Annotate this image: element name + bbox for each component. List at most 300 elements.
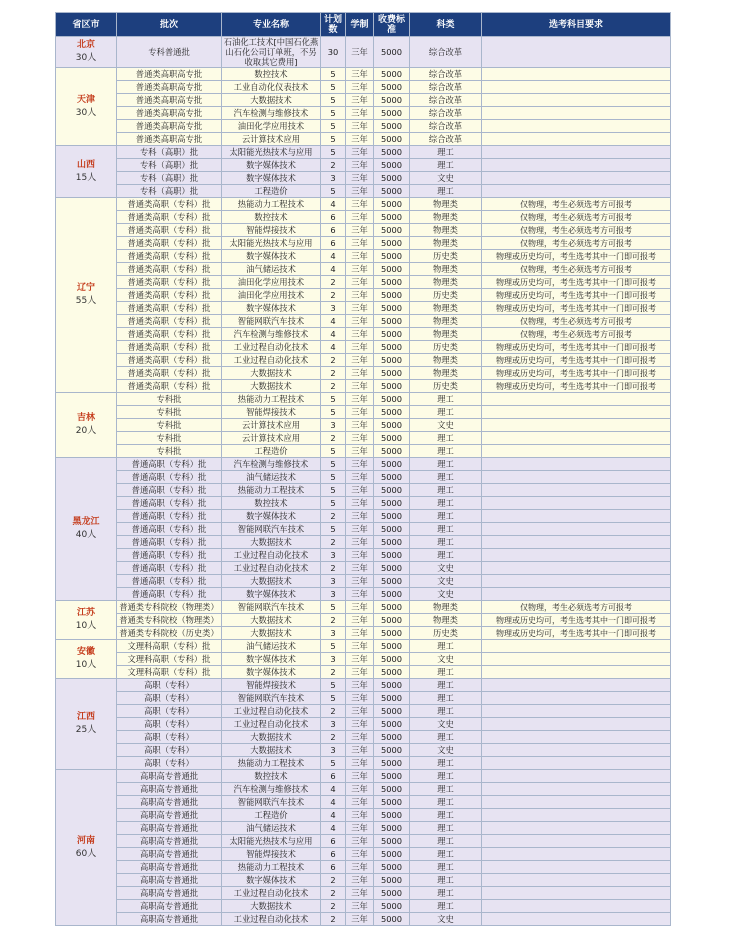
duration-cell: 三年 [346,653,374,666]
fee-cell: 5000 [374,744,410,757]
duration-cell: 三年 [346,315,374,328]
category-cell: 理工 [410,796,482,809]
batch-cell: 普通类高职高专批 [117,68,222,81]
header-category: 科类 [410,13,482,37]
plan-count-cell: 5 [321,757,346,770]
requirement-cell: 物理或历史均可，考生选考其中一门即可报考 [482,250,671,263]
table-row [56,445,671,458]
category-cell: 物理类 [410,614,482,627]
plan-count-cell: 5 [321,640,346,653]
batch-cell: 普通高职（专科）批 [117,536,222,549]
duration-cell: 三年 [346,614,374,627]
plan-count-cell: 5 [321,445,346,458]
major-cell: 数控技术 [222,497,321,510]
duration-cell: 三年 [346,406,374,419]
duration-cell: 三年 [346,263,374,276]
fee-cell: 5000 [374,198,410,211]
requirement-cell [482,81,671,94]
batch-cell: 文理科高职（专科）批 [117,640,222,653]
batch-cell: 高职高专普通批 [117,874,222,887]
major-cell: 油气储运技术 [222,822,321,835]
category-cell: 综合改革 [410,107,482,120]
admission-plan-table [55,12,671,926]
category-cell: 理工 [410,640,482,653]
batch-cell: 普通类高职（专科）批 [117,380,222,393]
category-cell: 物理类 [410,263,482,276]
duration-cell: 三年 [346,393,374,406]
requirement-cell [482,497,671,510]
duration-cell: 三年 [346,809,374,822]
category-cell: 物理类 [410,367,482,380]
requirement-cell [482,432,671,445]
fee-cell: 5000 [374,133,410,146]
table-row [56,770,671,783]
batch-cell: 专科（高职）批 [117,172,222,185]
major-cell: 工业自动化仪表技术 [222,81,321,94]
category-cell: 理工 [410,822,482,835]
fee-cell: 5000 [374,718,410,731]
plan-count-cell: 4 [321,263,346,276]
batch-cell: 高职（专科） [117,744,222,757]
batch-cell: 文理科高职（专科）批 [117,653,222,666]
batch-cell: 普通类高职（专科）批 [117,250,222,263]
category-cell: 理工 [410,731,482,744]
province-cell [56,37,117,68]
category-cell: 物理类 [410,276,482,289]
batch-cell: 普通类高职高专批 [117,120,222,133]
major-cell: 工业过程自动化技术 [222,341,321,354]
batch-cell: 普通高职（专科）批 [117,575,222,588]
table-row [56,289,671,302]
major-cell: 油气储运技术 [222,263,321,276]
requirement-cell [482,94,671,107]
fee-cell: 5000 [374,796,410,809]
province-quota: 10人 [75,660,97,670]
table-row [56,835,671,848]
major-cell: 工业过程自动化技术 [222,718,321,731]
fee-cell: 5000 [374,354,410,367]
duration-cell: 三年 [346,900,374,913]
plan-count-cell: 4 [321,341,346,354]
requirement-cell: 仅物理，考生必须选考方可报考 [482,224,671,237]
requirement-cell [482,172,671,185]
plan-count-cell: 4 [321,315,346,328]
fee-cell: 5000 [374,666,410,679]
requirement-cell [482,523,671,536]
duration-cell: 三年 [346,601,374,614]
table-row [56,497,671,510]
plan-count-cell: 2 [321,913,346,926]
requirement-cell [482,120,671,133]
table-row [56,653,671,666]
duration-cell: 三年 [346,458,374,471]
header-fee: 收费标准 [374,13,410,37]
table-row [56,81,671,94]
category-cell: 理工 [410,159,482,172]
category-cell: 历史类 [410,341,482,354]
fee-cell: 5000 [374,562,410,575]
plan-count-cell: 5 [321,393,346,406]
batch-cell: 普通类高职高专批 [117,81,222,94]
batch-cell: 普通类高职（专科）批 [117,289,222,302]
table-row [56,432,671,445]
major-cell: 数字媒体技术 [222,588,321,601]
category-cell: 理工 [410,523,482,536]
batch-cell: 普通高职（专科）批 [117,484,222,497]
duration-cell: 三年 [346,237,374,250]
duration-cell: 三年 [346,133,374,146]
fee-cell: 5000 [374,835,410,848]
batch-cell: 普通类专科院校（物理类） [117,614,222,627]
table-row [56,744,671,757]
duration-cell: 三年 [346,432,374,445]
major-cell: 智能网联汽车技术 [222,796,321,809]
requirement-cell [482,406,671,419]
category-cell: 物理类 [410,601,482,614]
fee-cell: 5000 [374,731,410,744]
category-cell: 理工 [410,406,482,419]
province-quota: 25人 [75,725,97,735]
plan-count-cell: 4 [321,250,346,263]
requirement-cell: 物理或历史均可，考生选考其中一门即可报考 [482,614,671,627]
table-row [56,601,671,614]
plan-count-cell: 6 [321,861,346,874]
province-cell [56,146,117,198]
plan-count-cell: 6 [321,237,346,250]
batch-cell: 高职高专普通批 [117,835,222,848]
province-group [56,146,671,198]
major-cell: 云计算技术应用 [222,432,321,445]
fee-cell: 5000 [374,146,410,159]
major-cell: 工程造价 [222,809,321,822]
fee-cell: 5000 [374,588,410,601]
province-name: 黑龙江 [72,517,100,527]
table-row [56,549,671,562]
province-cell [56,679,117,770]
province-name: 山西 [76,159,95,170]
major-cell: 热能动力工程技术 [222,198,321,211]
duration-cell: 三年 [346,484,374,497]
batch-cell: 专科批 [117,445,222,458]
table-row [56,718,671,731]
requirement-cell [482,757,671,770]
fee-cell: 5000 [374,601,410,614]
table-row [56,523,671,536]
plan-count-cell: 2 [321,562,346,575]
plan-count-cell: 2 [321,887,346,900]
plan-count-cell: 5 [321,471,346,484]
category-cell: 历史类 [410,627,482,640]
plan-count-cell: 5 [321,120,346,133]
table-row [56,562,671,575]
table-row [56,406,671,419]
duration-cell: 三年 [346,536,374,549]
plan-count-cell: 2 [321,614,346,627]
batch-cell: 普通高职（专科）批 [117,523,222,536]
major-cell: 热能动力工程技术 [222,484,321,497]
duration-cell: 三年 [346,289,374,302]
duration-cell: 三年 [346,640,374,653]
table-row [56,679,671,692]
requirement-cell [482,679,671,692]
major-cell: 热能动力工程技术 [222,757,321,770]
major-cell: 汽车检测与维修技术 [222,783,321,796]
table-row [56,614,671,627]
batch-cell: 普通类高职（专科）批 [117,263,222,276]
fee-cell: 5000 [374,315,410,328]
fee-cell: 5000 [374,549,410,562]
major-cell: 数字媒体技术 [222,510,321,523]
major-cell: 太阳能光热技术与应用 [222,835,321,848]
fee-cell: 5000 [374,380,410,393]
header-province: 省区市 [56,13,117,37]
category-cell: 综合改革 [410,120,482,133]
table-row [56,37,671,68]
province-group [56,198,671,393]
province-quota: 55人 [75,296,97,306]
plan-count-cell: 2 [321,900,346,913]
table-row [56,419,671,432]
fee-cell: 5000 [374,185,410,198]
category-cell: 综合改革 [410,94,482,107]
plan-count-cell: 5 [321,107,346,120]
duration-cell: 三年 [346,770,374,783]
batch-cell: 普通类高职（专科）批 [117,341,222,354]
table-row [56,185,671,198]
province-name: 吉林 [76,413,95,423]
table-row [56,471,671,484]
duration-cell: 三年 [346,575,374,588]
table-row [56,211,671,224]
duration-cell: 三年 [346,146,374,159]
duration-cell: 三年 [346,250,374,263]
batch-cell: 普通高职（专科）批 [117,549,222,562]
requirement-cell [482,510,671,523]
batch-cell: 普通类专科院校（物理类） [117,601,222,614]
category-cell: 文史 [410,653,482,666]
province-cell [56,198,117,393]
fee-cell: 5000 [374,523,410,536]
category-cell: 理工 [410,484,482,497]
category-cell: 文史 [410,588,482,601]
fee-cell: 5000 [374,120,410,133]
fee-cell: 5000 [374,692,410,705]
major-cell: 云计算技术应用 [222,419,321,432]
major-cell: 工业过程自动化技术 [222,705,321,718]
major-cell: 数字媒体技术 [222,159,321,172]
province-name: 江苏 [76,608,95,618]
duration-cell: 三年 [346,874,374,887]
requirement-cell [482,705,671,718]
province-name: 江西 [76,712,95,722]
major-cell: 数控技术 [222,770,321,783]
duration-cell: 三年 [346,211,374,224]
major-cell: 油气储运技术 [222,640,321,653]
requirement-cell [482,562,671,575]
province-quota: 20人 [75,426,97,436]
category-cell: 文史 [410,913,482,926]
table-row [56,822,671,835]
fee-cell: 5000 [374,237,410,250]
batch-cell: 高职（专科） [117,731,222,744]
major-cell: 智能焊接技术 [222,224,321,237]
category-cell: 理工 [410,458,482,471]
category-cell: 理工 [410,809,482,822]
duration-cell: 三年 [346,159,374,172]
fee-cell: 5000 [374,640,410,653]
category-cell: 理工 [410,679,482,692]
category-cell: 文史 [410,718,482,731]
category-cell: 理工 [410,445,482,458]
plan-count-cell: 6 [321,848,346,861]
fee-cell: 5000 [374,328,410,341]
batch-cell: 高职高专普通批 [117,913,222,926]
duration-cell: 三年 [346,744,374,757]
table-row [56,341,671,354]
major-cell: 大数据技术 [222,744,321,757]
fee-cell: 5000 [374,887,410,900]
province-quota: 30人 [75,107,97,118]
duration-cell: 三年 [346,549,374,562]
plan-count-cell: 2 [321,432,346,445]
requirement-cell: 物理或历史均可，考生选考其中一门即可报考 [482,341,671,354]
batch-cell: 普通类高职高专批 [117,94,222,107]
category-cell: 理工 [410,757,482,770]
requirement-cell [482,484,671,497]
province-cell [56,458,117,601]
fee-cell: 5000 [374,419,410,432]
plan-count-cell: 5 [321,68,346,81]
header-requirement: 选考科目要求 [482,13,671,37]
requirement-cell [482,835,671,848]
batch-cell: 高职高专普通批 [117,796,222,809]
major-cell: 数字媒体技术 [222,250,321,263]
table-row [56,159,671,172]
requirement-cell [482,770,671,783]
category-cell: 理工 [410,783,482,796]
table-row [56,393,671,406]
province-quota: 60人 [75,848,97,859]
table-row [56,627,671,640]
fee-cell: 5000 [374,627,410,640]
category-cell: 物理类 [410,302,482,315]
category-cell: 理工 [410,393,482,406]
table-row [56,107,671,120]
fee-cell: 5000 [374,809,410,822]
requirement-cell [482,185,671,198]
table-row [56,172,671,185]
plan-count-cell: 2 [321,354,346,367]
category-cell: 理工 [410,900,482,913]
plan-count-cell: 2 [321,874,346,887]
requirement-cell [482,575,671,588]
requirement-cell [482,640,671,653]
fee-cell: 5000 [374,250,410,263]
major-cell: 油田化学应用技术 [222,289,321,302]
table-row [56,900,671,913]
major-cell: 油田化学应用技术 [222,276,321,289]
duration-cell: 三年 [346,835,374,848]
major-cell: 智能焊接技术 [222,406,321,419]
plan-count-cell: 4 [321,783,346,796]
duration-cell: 三年 [346,679,374,692]
category-cell: 文史 [410,419,482,432]
category-cell: 综合改革 [410,68,482,81]
plan-count-cell: 5 [321,484,346,497]
major-cell: 智能网联汽车技术 [222,601,321,614]
major-cell: 大数据技术 [222,94,321,107]
major-cell: 智能网联汽车技术 [222,692,321,705]
major-cell: 工业过程自动化技术 [222,913,321,926]
duration-cell: 三年 [346,198,374,211]
plan-count-cell: 5 [321,601,346,614]
requirement-cell: 物理或历史均可，考生选考其中一门即可报考 [482,627,671,640]
table-row [56,861,671,874]
duration-cell: 三年 [346,705,374,718]
fee-cell: 5000 [374,393,410,406]
province-cell [56,68,117,146]
major-cell: 智能网联汽车技术 [222,315,321,328]
batch-cell: 普通高职（专科）批 [117,497,222,510]
batch-cell: 普通类高职（专科）批 [117,237,222,250]
major-cell: 油田化学应用技术 [222,120,321,133]
table-row [56,705,671,718]
duration-cell: 三年 [346,341,374,354]
plan-count-cell: 5 [321,523,346,536]
duration-cell: 三年 [346,861,374,874]
major-cell: 大数据技术 [222,627,321,640]
table-row [56,783,671,796]
batch-cell: 高职高专普通批 [117,770,222,783]
plan-count-cell: 5 [321,458,346,471]
major-cell: 太阳能光热技术与应用 [222,146,321,159]
plan-count-cell: 2 [321,536,346,549]
duration-cell: 三年 [346,224,374,237]
batch-cell: 普通类高职（专科）批 [117,354,222,367]
plan-count-cell: 6 [321,224,346,237]
header-batch: 批次 [117,13,222,37]
major-cell: 大数据技术 [222,367,321,380]
province-group [56,68,671,146]
category-cell: 理工 [410,185,482,198]
category-cell: 理工 [410,861,482,874]
requirement-cell [482,718,671,731]
batch-cell: 普通类高职高专批 [117,107,222,120]
category-cell: 历史类 [410,289,482,302]
plan-count-cell: 3 [321,718,346,731]
category-cell: 文史 [410,744,482,757]
requirement-cell [482,588,671,601]
province-cell [56,393,117,458]
batch-cell: 普通高职（专科）批 [117,458,222,471]
requirement-cell: 仅物理，考生必须选考方可报考 [482,263,671,276]
fee-cell: 5000 [374,81,410,94]
requirement-cell: 仅物理，考生必须选考方可报考 [482,198,671,211]
plan-count-cell: 2 [321,510,346,523]
category-cell: 物理类 [410,224,482,237]
category-cell: 理工 [410,146,482,159]
table-row [56,510,671,523]
batch-cell: 高职（专科） [117,705,222,718]
table-row [56,458,671,471]
fee-cell: 5000 [374,783,410,796]
plan-count-cell: 6 [321,770,346,783]
fee-cell: 5000 [374,159,410,172]
duration-cell: 三年 [346,913,374,926]
category-cell: 理工 [410,471,482,484]
duration-cell: 三年 [346,328,374,341]
province-quota: 30人 [75,53,97,63]
